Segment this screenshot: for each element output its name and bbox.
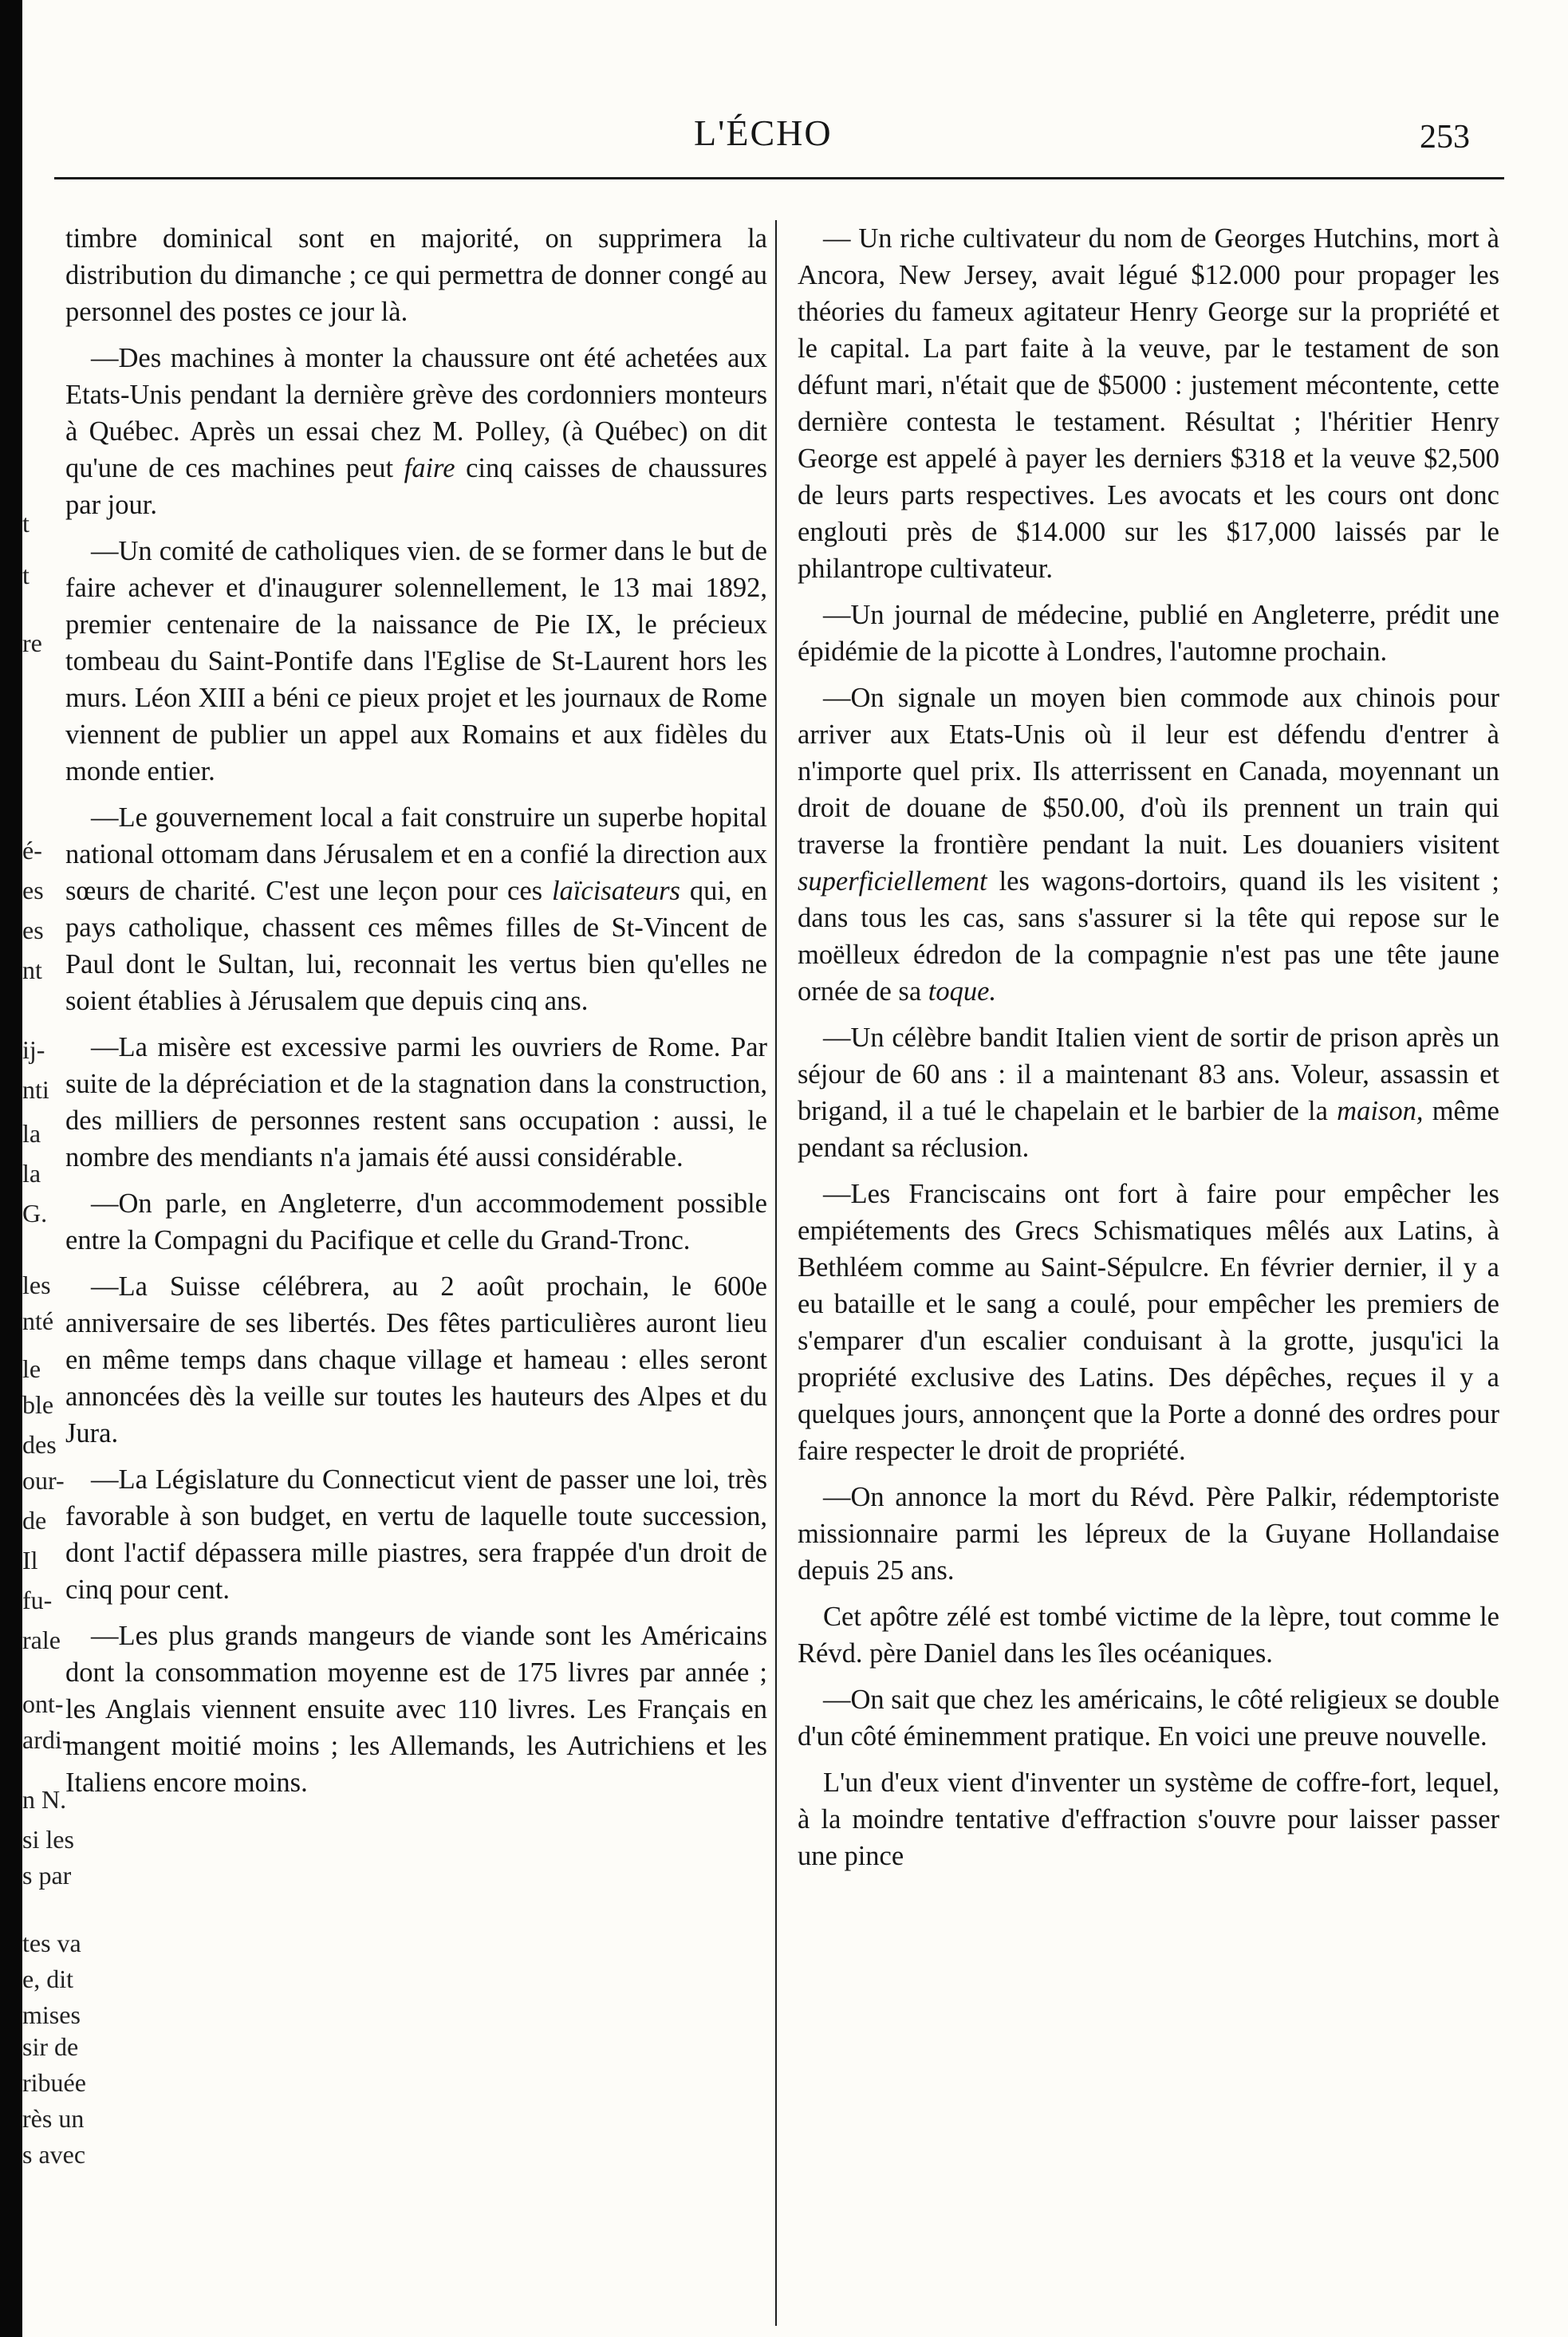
- article-paragraph: [798, 1764, 1499, 1874]
- article-paragraph: [798, 1598, 1499, 1672]
- paragraph-text: —On annonce la mort du Révd. Père Palkir, rédemptoriste missionnaire parmi les lépreux de la Guyane Hollandaise depuis 25 ans.: [798, 1482, 1499, 1586]
- adjacent-page-fragment: rès un: [22, 2104, 85, 2133]
- adjacent-page-fragment: ij-: [22, 1035, 45, 1064]
- article-paragraph: [65, 1461, 767, 1608]
- paragraph-text: —Le gouvernement local a fait construire un superbe hopital national ottomam dans Jérusalem et en a confié la direction aux sœurs de charité. C'est une leçon pour ces: [65, 802, 767, 906]
- paragraph-text: timbre dominical sont en majorité, on supprimera la distribution du dimanche ; ce qui permettra de donner congé au personnel des postes ce jour là.: [65, 223, 767, 327]
- paragraph-text: —Les plus grands mangeurs de viande sont les Américains dont la consommation moyenne est de 175 livres par année ; les Anglais viennent ensuite avec 110 livres. Les Français en mangent moitié moins ; les Allemands, les Autrichiens et les Italiens encore moins.: [65, 1621, 767, 1798]
- italic-term: maison,: [1337, 1096, 1424, 1126]
- adjacent-page-fragment: s par: [22, 1861, 72, 1890]
- adjacent-page-fragment: la: [22, 1159, 41, 1188]
- adjacent-page-fragment: es: [22, 916, 44, 944]
- adjacent-page-fragment: t: [22, 509, 30, 538]
- adjacent-page-fragment: des: [22, 1430, 57, 1459]
- adjacent-page-fragment: ribuée: [22, 2068, 86, 2097]
- paragraph-text: —Un célèbre bandit Italien vient de sortir de prison après un séjour de 60 ans : il a maintenant 83 ans. Voleur, assassin et brigand, il a tué le chapelain et le barbier de la: [798, 1023, 1499, 1126]
- adjacent-page-fragment: mises: [22, 2000, 81, 2029]
- article-paragraph: [798, 1681, 1499, 1755]
- adjacent-page-fragment: ont-: [22, 1689, 64, 1718]
- article-paragraph: [65, 340, 767, 523]
- adjacent-page-fragment: de: [22, 1506, 47, 1535]
- paragraph-text: —La Suisse célébrera, au 2 août prochain, le 600e anniversaire de ses libertés. Des fêtes particulières auront lieu en même temps dans chaque village et hameau : elles seront annoncées dès la veille sur toutes les hauteurs des Alpes et du Jura.: [65, 1271, 767, 1448]
- article-paragraph: [65, 799, 767, 1019]
- italic-term: faire: [404, 453, 455, 483]
- paragraph-text: —La misère est excessive parmi les ouvriers de Rome. Par suite de la dépréciation et de la stagnation dans la construction, des milliers de personnes restent sans occupation : aussi, le nombre des mendiants n'a jamais été aussi considérable.: [65, 1032, 767, 1172]
- paragraph-text: —On sait que chez les américains, le côté religieux se double d'un côté éminemment pratique. En voici une preuve nouvelle.: [798, 1685, 1499, 1752]
- paragraph-text-continued: qui, en pays catholique, chassent ces mêmes filles de St-Vincent de Paul dont le Sultan, lui, reconnait les vertus bien qu'elles ne soient établies à Jérusalem que depuis cinq ans.: [65, 876, 768, 1016]
- article-paragraph: [798, 680, 1499, 1010]
- article-paragraph: [798, 1176, 1499, 1469]
- article-paragraph: [65, 1618, 767, 1801]
- paragraph-text: L'un d'eux vient d'inventer un système de coffre-fort, lequel, à la moindre tentative d'effraction s'ouvre pour laisser passer une pince: [798, 1768, 1499, 1871]
- running-head: [0, 0, 1568, 183]
- paragraph-text: — Un riche cultivateur du nom de Georges Hutchins, mort à Ancora, New Jersey, avait légué $12.000 pour propager les théories du fameux agitateur Henry George sur la propriété et le capital. La part faite à la veuve, par le testament de son défunt mari, n'était que de $5000 : justement mécontente, cette dernière contesta le testament. Résultat ; l'héritier Henry George est appelé à payer les derniers $318 et la veuve $2,500 de leurs parts respectives. Les avocats et les cours ont donc englouti près de $14.000 sur les $17,000 laissés par le philantrope cultivateur.: [798, 223, 1499, 584]
- binding-shadow: [0, 0, 22, 2337]
- adjacent-page-fragment: ble: [22, 1390, 54, 1419]
- adjacent-page-fragments: [22, 183, 86, 2177]
- article-paragraph: [65, 1029, 767, 1176]
- adjacent-page-fragment: re: [22, 629, 42, 657]
- paragraph-text: —On signale un moyen bien commode aux chinois pour arriver aux Etats-Unis où il leur est défendu d'entrer à n'importe quel prix. Ils atterrissent en Canada, moyennant un droit de douane de $50.00, d'où ils prennent un train qui traverse la frontière pendant la nuit. Les douaniers visitent: [798, 683, 1499, 860]
- adjacent-page-fragment: nté: [22, 1306, 54, 1335]
- paragraph-text: —Un journal de médecine, publié en Angleterre, prédit une épidémie de la picotte à Londres, l'automne prochain.: [798, 600, 1499, 667]
- column-divider: [775, 220, 777, 2326]
- left-column: [65, 220, 767, 2326]
- header-rule: [54, 177, 1504, 179]
- adjacent-page-fragment: rale: [22, 1626, 61, 1654]
- adjacent-page-fragment: sir de: [22, 2032, 79, 2061]
- italic-term: superficiellement: [798, 866, 987, 897]
- italic-term: toque.: [928, 976, 997, 1007]
- adjacent-page-fragment: e, dit: [22, 1965, 73, 1993]
- right-column: [798, 220, 1499, 2318]
- article-paragraph: [798, 1019, 1499, 1166]
- adjacent-page-fragment: nti: [22, 1075, 49, 1104]
- adjacent-page-fragment: é-: [22, 836, 42, 865]
- adjacent-page-fragment: n N.: [22, 1785, 67, 1814]
- adjacent-page-fragment: our-: [22, 1466, 65, 1495]
- adjacent-page-fragment: la: [22, 1119, 41, 1148]
- paragraph-text: —Un comité de catholiques vien. de se former dans le but de faire achever et d'inaugurer solennellement, le 13 mai 1892, premier centenaire de la naissance de Pie IX, le précieux tombeau du Saint-Pontife dans l'Eglise de St-Laurent hors les murs. Léon XIII a béni ce pieux projet et les journaux de Rome viennent de publier un appel aux Romains et aux fidèles du monde entier.: [65, 536, 767, 786]
- paragraph-text: —Des machines à monter la chaussure ont été achetées aux Etats-Unis pendant la dernière grève des cordonniers monteurs à Québec. Après un essai chez M. Polley, (à Québec) on dit qu'une de ces machines peut: [65, 343, 767, 483]
- paragraph-text-continued: cinq caisses de chaussures par jour.: [65, 453, 767, 520]
- paragraph-text: Cet apôtre zélé est tombé victime de la lèpre, tout comme le Révd. père Daniel dans les îles océaniques.: [798, 1602, 1499, 1669]
- adjacent-page-fragment: fu-: [22, 1586, 53, 1614]
- adjacent-page-fragment: G.: [22, 1199, 48, 1228]
- adjacent-page-fragment: les: [22, 1271, 51, 1299]
- adjacent-page-fragment: nt: [22, 956, 42, 984]
- article-paragraph: [65, 220, 767, 330]
- adjacent-page-fragment: es: [22, 876, 44, 904]
- adjacent-page-fragment: tes va: [22, 1929, 81, 1957]
- paragraph-text: —La Législature du Connecticut vient de passer une loi, très favorable à son budget, en vertu de laquelle toute succession, dont l'actif dépassera mille piastres, sera frappée d'un droit de cinq pour cent.: [65, 1464, 767, 1605]
- article-paragraph: [65, 533, 767, 790]
- adjacent-page-fragment: Il: [22, 1546, 38, 1574]
- paragraph-text-continued: les wagons-dortoirs, quand ils les visitent ; dans tous les cas, sans s'assurer si la tête qui repose sur le moëlleux édredon de la compagnie n'est pas une tête jaune ornée de sa: [798, 866, 1499, 1007]
- adjacent-page-fragment: le: [22, 1354, 41, 1383]
- running-head-title: L'ÉCHO: [694, 112, 833, 153]
- article-paragraph: [65, 1268, 767, 1452]
- paragraph-text: —On parle, en Angleterre, d'un accommodement possible entre la Compagni du Pacifique et celle du Grand-Tronc.: [65, 1188, 767, 1255]
- adjacent-page-fragment: s avec: [22, 2140, 86, 2169]
- article-paragraph: [798, 220, 1499, 587]
- adjacent-page-fragment: ardi-: [22, 1725, 71, 1754]
- article-paragraph: [65, 1185, 767, 1259]
- adjacent-page-fragment: t: [22, 561, 30, 589]
- article-paragraph: [798, 1479, 1499, 1589]
- adjacent-page-fragment: si les: [22, 1825, 74, 1854]
- italic-term: laïcisateurs: [551, 876, 680, 906]
- paragraph-text: —Les Franciscains ont fort à faire pour empêcher les empiétements des Grecs Schismatiques mêlés aux Latins, à Bethléem comme au Saint-Sépulcre. En février dernier, il y a eu bataille et le sang a coulé, pour empêcher les premiers de s'emparer d'un escalier conduisant à la grotte, jusqu'ici la propriété exclusive des Latins. Des dépêches, reçues il y a quelques jours, annonçent que la Porte a donné des ordres pour faire respecter le droit de propriété.: [798, 1179, 1499, 1466]
- paragraph-text-continued: même pendant sa réclusion.: [798, 1096, 1499, 1163]
- page-number: 253: [1420, 119, 1470, 156]
- article-paragraph: [798, 597, 1499, 670]
